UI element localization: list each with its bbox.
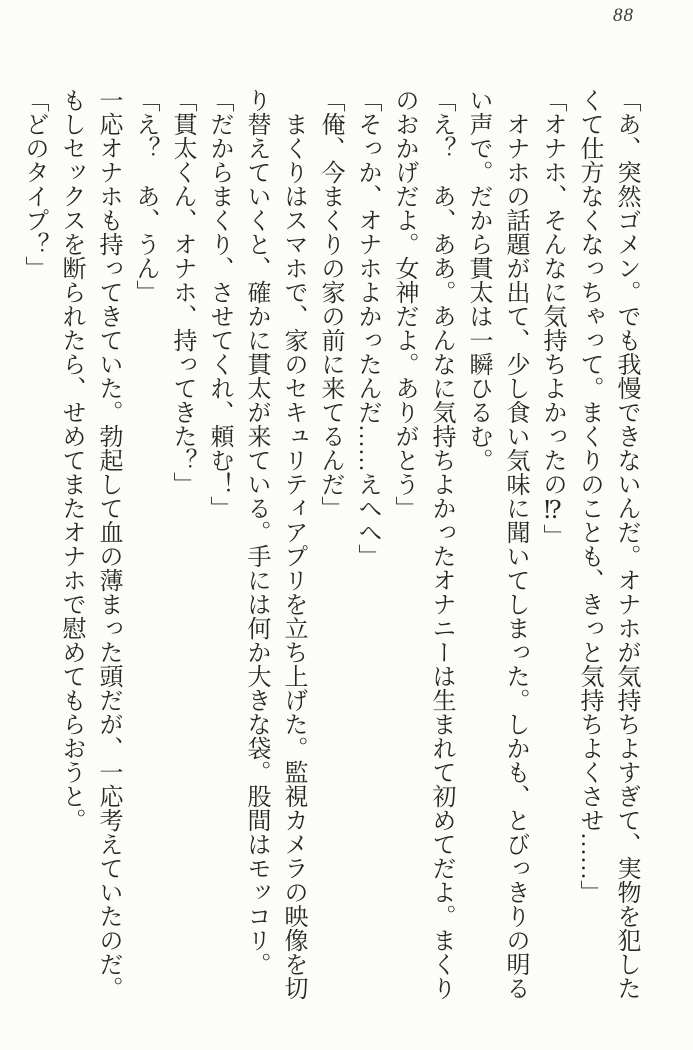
text-column: 「あ、突然ゴメン。でも我慢できないんだ。オナホが気持ちよすぎて、実物を犯した xyxy=(613,88,639,1000)
text-column: 「え？ あ、うん」 xyxy=(132,88,158,304)
text-column: 「どのタイプ？」 xyxy=(21,88,47,280)
text-column: 一応オナホも持ってきていた。勃起して血の薄まった頭だが、一応考えていたのだ。 xyxy=(95,88,121,1000)
text-column: 「貫太くん、オナホ、持ってきた？」 xyxy=(169,88,195,496)
text-column: 「だからまくり、させてくれ、頼む！」 xyxy=(206,88,232,520)
text-column: のおかげだよ。女神だよ。ありがとう」 xyxy=(391,88,417,520)
text-column: 「俺、今まくりの家の前に来てるんだ」 xyxy=(317,88,343,520)
novel-text xyxy=(15,88,644,1033)
text-column: もしセックスを断られたら、せめてまたオナホで慰めてもらおうと。 xyxy=(58,88,84,832)
text-column: 「オナホ、そんなに気持ちよかったの⁉」 xyxy=(539,88,565,548)
text-column: 「そっか、オナホよかったんだ……えへへ」 xyxy=(354,88,380,568)
text-column: り替えていくと、確かに貫太が来ている。手には何か大きな袋。股間はモッコリ。 xyxy=(243,88,269,976)
text-column: まくりはスマホで、家のセキュリティアプリを立ち上げた。監視カメラの映像を切 xyxy=(280,88,306,1000)
text-column: 「え？ あ、ああ。あんなに気持ちよかったオナニーは生まれて初めてだよ。まくり xyxy=(428,88,454,1000)
page-number: 88 xyxy=(613,5,634,26)
text-column: くて仕方なくなっちゃって。まくりのことも、きっと気持ちよくさせ……」 xyxy=(576,88,602,904)
text-column: い声で。だから貫太は一瞬ひるむ。 xyxy=(465,88,491,472)
text-column: オナホの話題が出て、少し食い気味に聞いてしまった。しかも、とびっきりの明る xyxy=(502,88,528,1000)
